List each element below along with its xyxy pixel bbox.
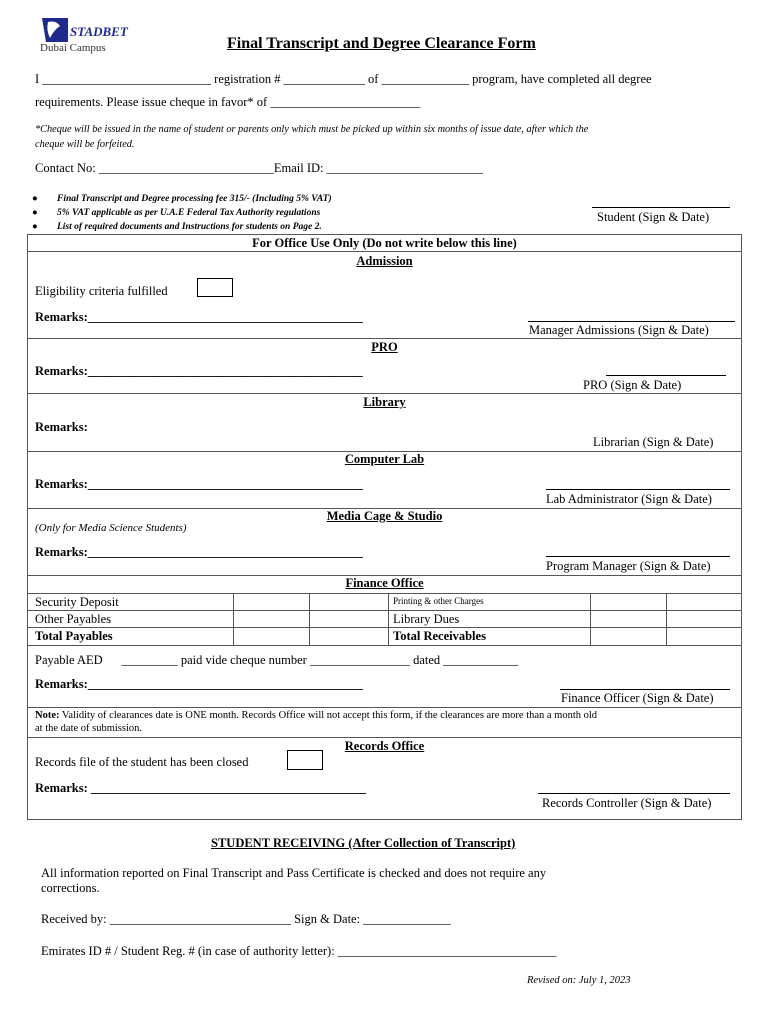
bullet-icon: ● [32,208,38,218]
received-by-line[interactable]: Received by: _____________________________ Sign & Date: ______________ [41,912,451,926]
media-note: (Only for Media Science Students) [35,522,187,534]
receiving-title: STUDENT RECEIVING (After Collection of Transcript) [211,836,516,850]
bullet-icon: ● [32,222,38,232]
library-title: Library [363,395,406,409]
cheque-note-2: cheque will be forfeited. [35,139,135,150]
emirates-id-line[interactable]: Emirates ID # / Student Reg. # (in case of authority letter): ___________________________________ [41,944,557,958]
student-sign-line[interactable] [592,207,730,208]
media-remarks[interactable]: Remarks:____________________________________________ [35,545,363,559]
validity-note-label: Note: [35,710,60,721]
admission-sign-line[interactable] [528,321,735,322]
pro-sign-line[interactable] [606,375,726,376]
finance-table-col-line [233,593,234,645]
validity-note-2: at the date of submission. [35,723,143,734]
finance-security-deposit: Security Deposit [35,595,119,609]
library-remarks[interactable]: Remarks: [35,420,88,434]
records-remarks[interactable]: Remarks: ____________________________________________ [35,781,366,795]
admission-title: Admission [356,254,413,268]
finance-table-row-line [27,627,742,628]
eligibility-label: Eligibility criteria fulfilled [35,284,168,298]
form-title: Final Transcript and Degree Clearance Form [227,35,536,52]
finance-sign-label: Finance Officer (Sign & Date) [561,691,714,705]
logo-subtitle: Dubai Campus [40,42,106,54]
bullet-documents: List of required documents and Instructions for students on Page 2. [57,222,322,232]
finance-library-dues: Library Dues [393,612,460,626]
student-sign-label: Student (Sign & Date) [597,210,710,224]
finance-table-col-line [309,593,310,645]
finance-remarks[interactable]: Remarks:____________________________________________ [35,677,363,691]
divider [27,338,742,339]
media-title: Media Cage & Studio [326,509,443,523]
pro-sign-label: PRO (Sign & Date) [583,378,682,392]
bullet-fee: Final Transcript and Degree processing fee 315/- (Including 5% VAT) [57,194,332,204]
finance-table-top [27,593,742,594]
finance-total-payables: Total Payables [35,629,113,643]
contact-line: Contact No: ____________________________Email ID: _________________________ [35,161,483,175]
validity-note-text: Validity of clearances date is ONE month. Records Office will not accept this form, if the clearances are more than a month old [59,710,598,721]
bullet-icon: ● [32,194,38,204]
office-use-heading: For Office Use Only (Do not write below this line) [252,236,517,250]
logo-text: STADBET [70,24,128,39]
pro-remarks[interactable]: Remarks:____________________________________________ [35,364,363,378]
finance-total-receivables: Total Receivables [393,629,486,643]
bullet-vat: 5% VAT applicable as per U.A.E Federal Tax Authority regulations [57,208,321,218]
admission-remarks[interactable]: Remarks:____________________________________________ [35,310,363,324]
intro-line-1: I ___________________________ registration # _____________ of ______________ program, have completed all degree [35,72,652,86]
media-sign-line[interactable] [546,556,730,557]
cheque-note: *Cheque will be issued in the name of student or parents only which must be picked up within six months of issue date, after which the [35,124,589,135]
lab-sign-label: Lab Administrator (Sign & Date) [546,492,712,506]
pro-title: PRO [371,340,398,354]
finance-table-col-line [388,593,389,645]
records-closed-label: Records file of the student has been closed [35,755,249,769]
divider [27,707,742,708]
finance-title: Finance Office [345,576,424,590]
revised-date: Revised on: July 1, 2023 [527,975,631,986]
finance-table-bottom [27,645,742,646]
intro-line-2: requirements. Please issue cheque in favor* of ________________________ [35,95,421,109]
receiving-text-2: corrections. [41,881,100,895]
divider [27,251,742,252]
admission-sign-label: Manager Admissions (Sign & Date) [529,323,709,337]
media-sign-label: Program Manager (Sign & Date) [546,559,711,573]
divider [27,393,742,394]
receiving-text-1: All information reported on Final Transcript and Pass Certificate is checked and does not require any [41,866,547,880]
computer-lab-remarks[interactable]: Remarks:____________________________________________ [35,477,363,491]
computer-lab-title: Computer Lab [344,452,425,466]
lab-sign-line[interactable] [546,489,730,490]
library-sign-label: Librarian (Sign & Date) [593,435,714,449]
finance-table-row-line [27,610,742,611]
validity-note [35,710,597,721]
records-closed-checkbox[interactable] [287,750,323,770]
eligibility-checkbox[interactable] [197,278,233,297]
finance-table-col-line [590,593,591,645]
records-sign-line[interactable] [538,793,730,794]
divider [27,737,742,738]
records-sign-label: Records Controller (Sign & Date) [542,796,712,810]
records-title: Records Office [344,739,425,753]
finance-printing-charges: Printing & other Charges [393,596,484,606]
finance-other-payables: Other Payables [35,612,112,626]
payable-line[interactable]: Payable AED _________ paid vide cheque number ________________ dated ____________ [35,653,519,667]
finance-sign-line[interactable] [560,689,730,690]
finance-table-col-line [666,593,667,645]
